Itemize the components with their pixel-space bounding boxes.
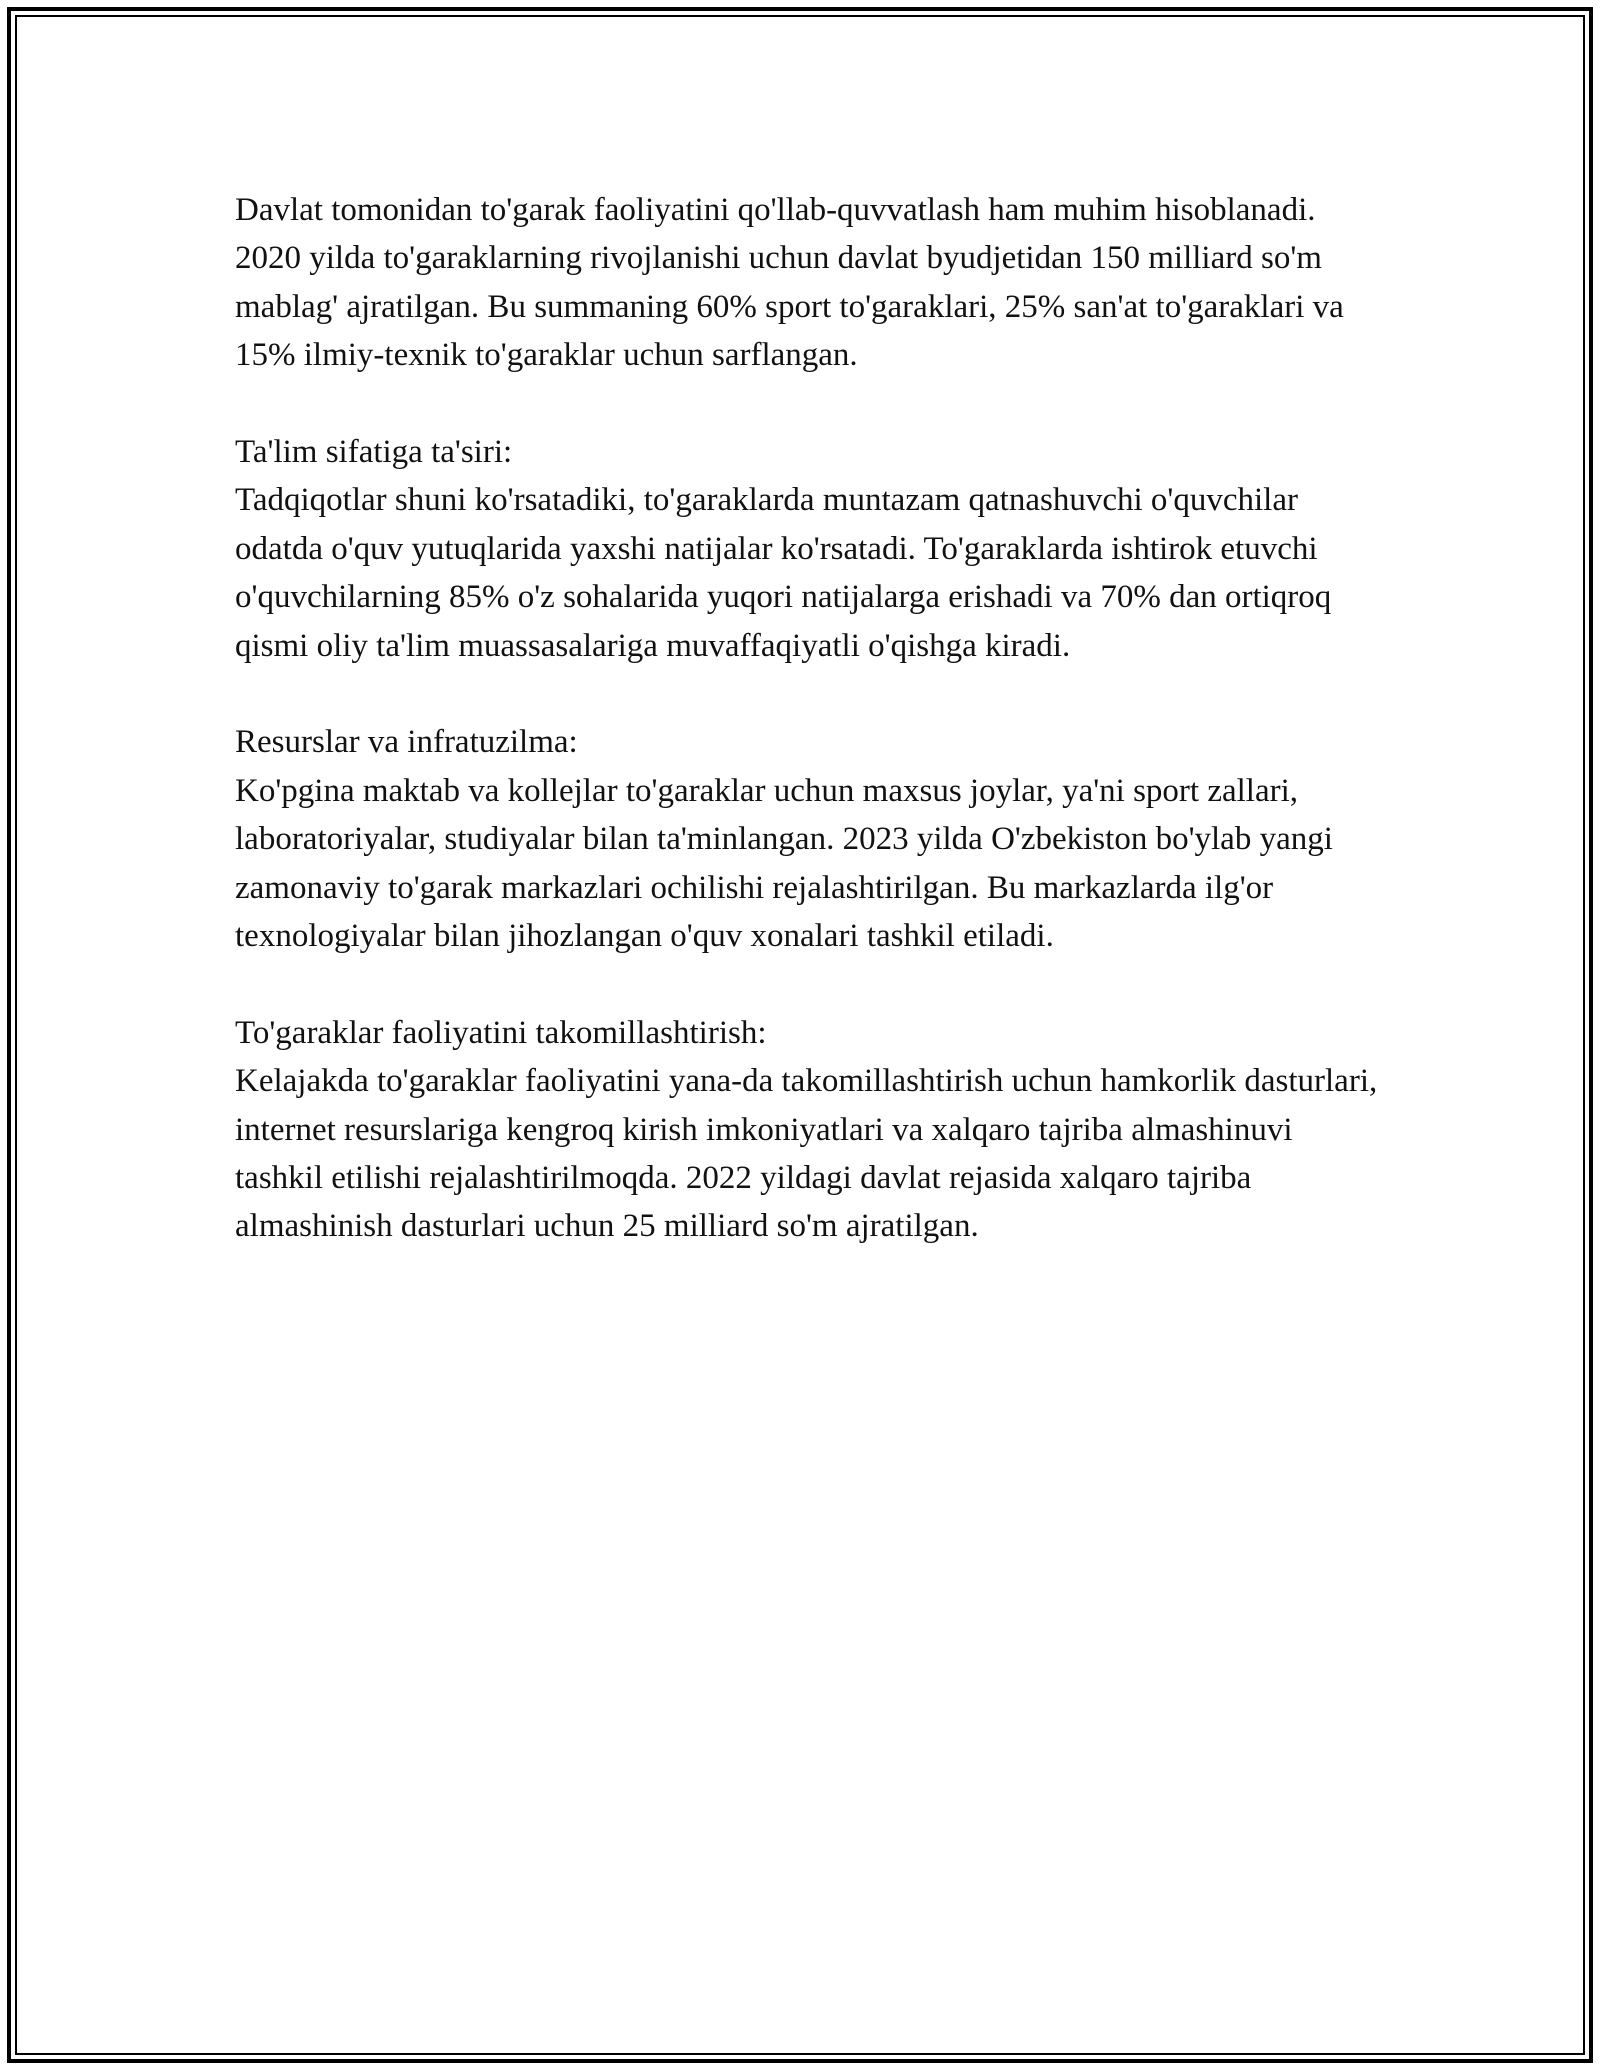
intro-paragraph-block bbox=[235, 186, 1385, 380]
document-body bbox=[235, 186, 1385, 1299]
section-paragraph: Tadqiqotlar shuni ko'rsatadiki, to'garaklarda muntazam qatnashuvchi o'quvchilar odatda o'quv yutuqlarida yaxshi natijalar ko'rsatadi. To'garaklarda ishtirok etuvchi o'quvchilarning 85% o'z sohalarida yuqori natijalarga erishadi va 70% dan ortiqroq qismi oliy ta'lim muassasalariga muvaffaqiyatli o'qishga kiradi. bbox=[235, 482, 1332, 664]
section-resources-infrastructure bbox=[235, 718, 1385, 960]
section-heading: To'garaklar faoliyatini takomillashtirish: bbox=[235, 1014, 767, 1051]
section-education-impact bbox=[235, 428, 1385, 670]
section-heading: Ta'lim sifatiga ta'siri: bbox=[235, 434, 513, 471]
section-heading: Resurslar va infratuzilma: bbox=[235, 724, 578, 761]
section-paragraph: Ko'pgina maktab va kollejlar to'garaklar uchun maxsus joylar, ya'ni sport zallari, laboratoriyalar, studiyalar bilan ta'minlangan. 2023 yilda O'zbekiston bo'ylab yangi zamonaviy to'garak markazlari ochilishi rejalashtirilgan. Bu markazlarda ilg'or texnologiyalar bilan jihozlangan o'quv xonalari tashkil etiladi. bbox=[235, 772, 1333, 955]
section-improvement bbox=[235, 1009, 1385, 1251]
intro-paragraph: Davlat tomonidan to'garak faoliyatini qo'llab-quvvatlash ham muhim hisoblanadi. 2020 yilda to'garaklarning rivojlanishi uchun davlat byudjetidan 150 milliard so'm mablag' ajratilgan. Bu summaning 60% sport to'garaklari, 25% san'at to'garaklari va 15% ilmiy-texnik to'garaklar uchun sarflangan. bbox=[235, 192, 1344, 374]
section-paragraph: Kelajakda to'garaklar faoliyatini yana-da takomillashtirish uchun hamkorlik dasturlari, internet resurslariga kengroq kirish imkoniyatlari va xalqaro tajriba almashinuvi tashkil etilishi rejalashtirilmoqda. 2022 yildagi davlat rejasida xalqaro tajriba almashinish dasturlari uchun 25 milliard so'm ajratilgan. bbox=[235, 1063, 1378, 1245]
